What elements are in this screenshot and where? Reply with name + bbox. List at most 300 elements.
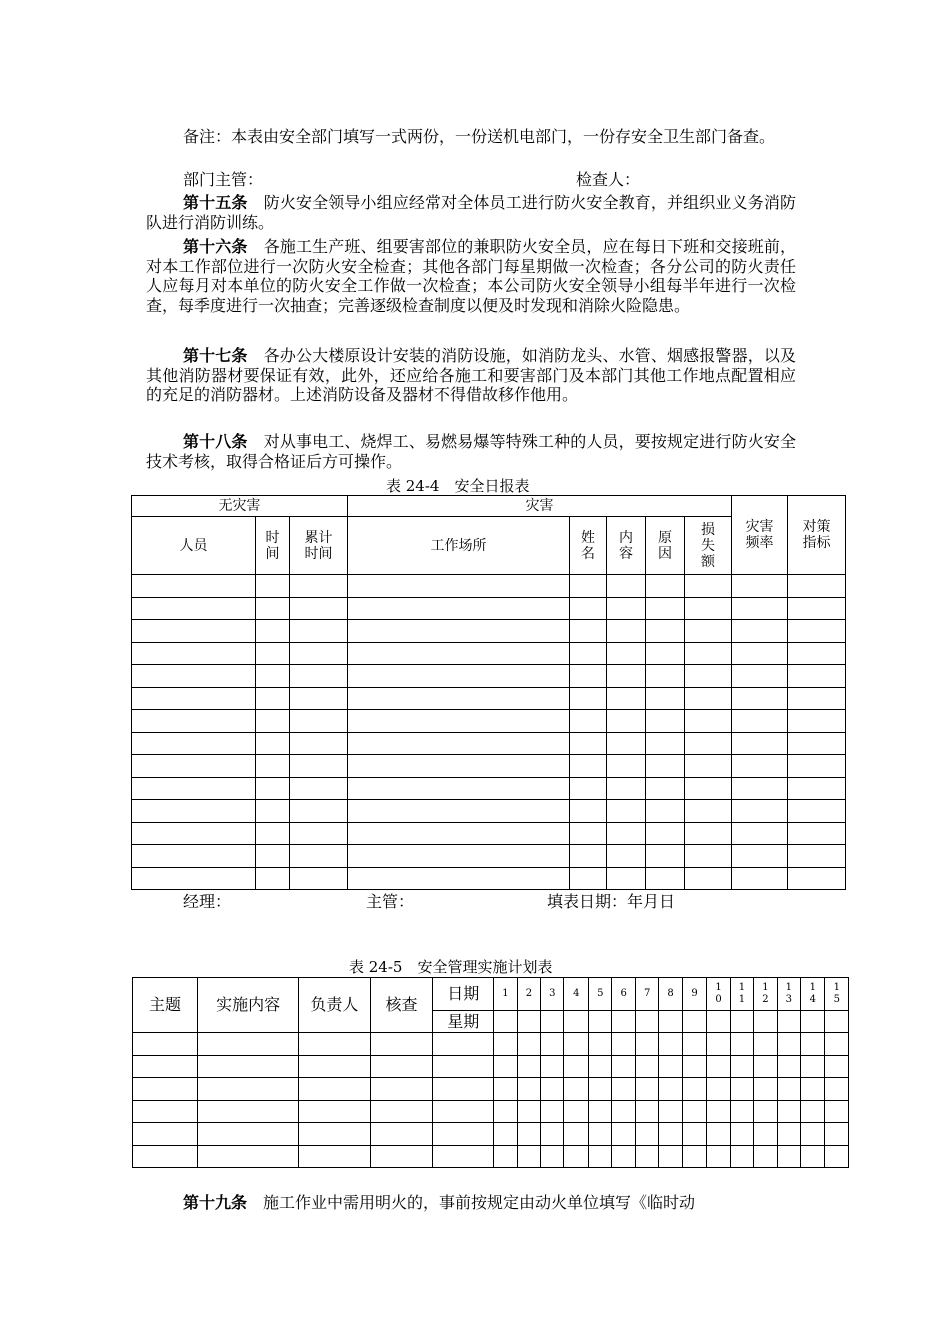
table-cell (299, 1145, 370, 1168)
table-cell (348, 575, 570, 598)
table-cell (646, 597, 685, 620)
table-cell (570, 822, 607, 845)
table-cell (635, 1078, 658, 1101)
remark-label: 备注： (183, 127, 232, 146)
table-cell (659, 1100, 682, 1123)
table-cell (607, 620, 646, 643)
table-cell (348, 867, 570, 890)
day-header-12: 12 (754, 978, 777, 1011)
header-personnel: 人员 (132, 517, 256, 575)
table-cell (517, 1033, 540, 1056)
table-cell (570, 845, 607, 868)
article-19-title: 第十九条 (183, 1193, 248, 1212)
table-cell (570, 867, 607, 890)
table-cell (256, 822, 290, 845)
table-row (133, 1033, 849, 1056)
table-row (132, 687, 846, 710)
table-cell (517, 1145, 540, 1168)
table-cell (635, 1100, 658, 1123)
day-header-1: 1 (494, 978, 517, 1011)
weekday-cell (682, 1011, 707, 1033)
header-plan-content: 实施内容 (197, 978, 298, 1033)
table-cell (646, 575, 685, 598)
table-row (132, 597, 846, 620)
table-row (132, 575, 846, 598)
table-cell (788, 822, 846, 845)
table-cell (256, 867, 290, 890)
table-cell (685, 620, 732, 643)
table-cell (588, 1100, 611, 1123)
table-cell (607, 732, 646, 755)
table-cell (299, 1078, 370, 1101)
table-cell (132, 620, 256, 643)
table-24-4-caption: 表 24-4 安全日报表 (386, 477, 530, 495)
table-cell (517, 1055, 540, 1078)
table-cell (256, 687, 290, 710)
table-row (132, 642, 846, 665)
table-cell (290, 732, 348, 755)
table-cell (825, 1078, 849, 1101)
table-cell (754, 1078, 777, 1101)
table-cell (788, 710, 846, 733)
table-cell (732, 687, 788, 710)
table-cell (777, 1055, 800, 1078)
table-cell (800, 1123, 825, 1146)
article-18-title: 第十八条 (183, 432, 248, 451)
weekday-cell (564, 1011, 589, 1033)
table-cell (646, 710, 685, 733)
table-cell (659, 1123, 682, 1146)
table-cell (132, 822, 256, 845)
table-cell (290, 867, 348, 890)
table-cell (646, 732, 685, 755)
table-cell (685, 597, 732, 620)
table-row (132, 665, 846, 688)
table-cell (607, 642, 646, 665)
table-cell (646, 800, 685, 823)
table-cell (541, 1123, 564, 1146)
table-cell (299, 1055, 370, 1078)
day-header-14: 14 (800, 978, 825, 1011)
table-cell (570, 665, 607, 688)
day-header-9: 9 (682, 978, 707, 1011)
header-owner: 负责人 (299, 978, 370, 1033)
table-cell (825, 1100, 849, 1123)
table-cell (685, 575, 732, 598)
table-cell (494, 1055, 517, 1078)
header-content: 内容 (607, 517, 646, 575)
table-cell (777, 1033, 800, 1056)
table-row (133, 1055, 849, 1078)
table-cell (299, 1100, 370, 1123)
table-cell (290, 687, 348, 710)
day-header-10: 10 (707, 978, 730, 1011)
table-cell (646, 620, 685, 643)
dept-head-label: 部门主管： (183, 170, 264, 189)
table-cell (788, 800, 846, 823)
weekday-cell (800, 1011, 825, 1033)
header-subject: 主题 (133, 978, 198, 1033)
table-cell (256, 575, 290, 598)
table-cell (788, 867, 846, 890)
table-cell (517, 1078, 540, 1101)
table-cell (494, 1078, 517, 1101)
table-cell (541, 1100, 564, 1123)
table-cell (707, 1055, 730, 1078)
table-cell (607, 845, 646, 868)
table-cell (607, 597, 646, 620)
table-cell (348, 620, 570, 643)
table-cell (290, 845, 348, 868)
table-cell (290, 597, 348, 620)
weekday-cell (754, 1011, 777, 1033)
table-cell (370, 1078, 433, 1101)
table-cell (788, 597, 846, 620)
table-cell (730, 1123, 753, 1146)
table-cell (800, 1033, 825, 1056)
table-cell (707, 1078, 730, 1101)
table-cell (800, 1078, 825, 1101)
remark-paragraph (146, 127, 796, 147)
table-row (132, 732, 846, 755)
day-header-2: 2 (517, 978, 540, 1011)
table-cell (635, 1055, 658, 1078)
table-cell (570, 710, 607, 733)
header-no-disaster: 无灾害 (132, 496, 348, 517)
table-cell (256, 665, 290, 688)
table-cell (607, 575, 646, 598)
table-cell (132, 710, 256, 733)
table-cell (730, 1145, 753, 1168)
table-cell (607, 800, 646, 823)
table-cell (732, 800, 788, 823)
table-cell (256, 845, 290, 868)
header-name: 姓名 (570, 517, 607, 575)
table-cell (570, 620, 607, 643)
table-cell (564, 1033, 589, 1056)
table-cell (825, 1145, 849, 1168)
table-cell (788, 687, 846, 710)
table-row (132, 620, 846, 643)
table-cell (197, 1145, 298, 1168)
table-cell (290, 575, 348, 598)
table-cell (256, 710, 290, 733)
table-cell (290, 777, 348, 800)
article-15-text: 防火安全领导小组应经常对全体员工进行防火安全教育，并组织业义务消防队进行消防训练。 (146, 193, 796, 232)
table-cell (635, 1145, 658, 1168)
table-cell (659, 1033, 682, 1056)
table-cell (659, 1078, 682, 1101)
table-cell (607, 867, 646, 890)
weekday-cell (541, 1011, 564, 1033)
remark-text: 本表由安全部门填写一式两份，一份送机电部门，一份存安全卫生部门备查。 (231, 127, 776, 146)
day-header-11: 11 (730, 978, 753, 1011)
day-header-13: 13 (777, 978, 800, 1011)
day-header-15: 15 (825, 978, 849, 1011)
table-cell (732, 867, 788, 890)
table-cell (132, 687, 256, 710)
table-cell (570, 800, 607, 823)
table-cell (825, 1055, 849, 1078)
table-cell (370, 1123, 433, 1146)
table-cell (612, 1033, 635, 1056)
header-disaster: 灾害 (348, 496, 732, 517)
table-cell (370, 1100, 433, 1123)
header-loss: 损失额 (685, 517, 732, 575)
table-cell (685, 732, 732, 755)
table-cell (685, 822, 732, 845)
table-cell (256, 755, 290, 778)
table-cell (348, 777, 570, 800)
table-cell (290, 665, 348, 688)
table-cell (132, 597, 256, 620)
table-row (132, 800, 846, 823)
table-cell (730, 1055, 753, 1078)
table-cell (299, 1033, 370, 1056)
table-cell (646, 642, 685, 665)
table-cell (788, 642, 846, 665)
table-cell (256, 597, 290, 620)
table-cell (612, 1145, 635, 1168)
table-cell (788, 620, 846, 643)
day-header-8: 8 (659, 978, 682, 1011)
table-cell (570, 732, 607, 755)
header-check: 核查 (370, 978, 433, 1033)
weekday-cell (777, 1011, 800, 1033)
label-weekday: 星期 (433, 1011, 494, 1033)
table-cell (197, 1078, 298, 1101)
table-cell (433, 1100, 494, 1123)
table-cell (685, 642, 732, 665)
article-15-title: 第十五条 (183, 193, 248, 212)
weekday-cell (612, 1011, 635, 1033)
header-frequency: 灾害频率 (732, 496, 788, 575)
table-cell (133, 1055, 198, 1078)
table-cell (433, 1078, 494, 1101)
weekday-cell (707, 1011, 730, 1033)
table-cell (777, 1123, 800, 1146)
table-row (132, 777, 846, 800)
table-cell (646, 665, 685, 688)
article-15 (146, 193, 796, 232)
table-cell (730, 1100, 753, 1123)
table-row (133, 1145, 849, 1168)
table-cell (682, 1078, 707, 1101)
table-cell (348, 710, 570, 733)
table-cell (570, 597, 607, 620)
table-cell (685, 710, 732, 733)
header-cumulative-time: 累计时间 (290, 517, 348, 575)
table-cell (132, 755, 256, 778)
article-16 (146, 237, 796, 315)
table-cell (685, 777, 732, 800)
table-cell (825, 1123, 849, 1146)
table-cell (777, 1145, 800, 1168)
table-cell (564, 1055, 589, 1078)
table-cell (517, 1100, 540, 1123)
table-cell (707, 1145, 730, 1168)
inspector-label: 检查人： (576, 170, 641, 189)
table-cell (132, 777, 256, 800)
header-measures: 对策指标 (788, 496, 846, 575)
table-cell (588, 1055, 611, 1078)
article-17-title: 第十七条 (183, 346, 248, 365)
label-date: 日期 (433, 978, 494, 1011)
table-cell (800, 1055, 825, 1078)
table-row (132, 755, 846, 778)
table-cell (788, 777, 846, 800)
table-cell (299, 1123, 370, 1146)
table-cell (635, 1033, 658, 1056)
table-cell (290, 620, 348, 643)
table-cell (612, 1100, 635, 1123)
table-cell (732, 777, 788, 800)
table-cell (646, 867, 685, 890)
table-cell (564, 1123, 589, 1146)
table-cell (754, 1055, 777, 1078)
table-cell (348, 845, 570, 868)
weekday-cell (730, 1011, 753, 1033)
article-18 (146, 432, 796, 471)
table-cell (646, 687, 685, 710)
table-cell (788, 845, 846, 868)
table-cell (197, 1033, 298, 1056)
table-cell (348, 665, 570, 688)
article-16-text: 各施工生产班、组要害部位的兼职防火安全员，应在每日下班和交接班前，对本工作部位进行一次防火安全检查；其他各部门每星期做一次检查；各分公司的防火责任人应每月对本单位的防火安全工作做一次检查；本公司防火安全领导小组每半年进行一次检查，每季度进行一次抽查；完善逐级检查制度以便及时发现和消除火险隐患。 (146, 237, 796, 315)
table-cell (685, 755, 732, 778)
table-cell (348, 597, 570, 620)
table-cell (685, 800, 732, 823)
table-cell (788, 755, 846, 778)
article-17-text: 各办公大楼原设计安装的消防设施，如消防龙头、水管、烟感报警器，以及其他消防器材要保证有效，此外，还应给各施工和要害部门及本部门其他工作地点配置相应的充足的消防器材。上述消防设备及器材不得借故移作他用。 (146, 346, 796, 404)
table-cell (754, 1033, 777, 1056)
table-cell (682, 1123, 707, 1146)
table-cell (682, 1100, 707, 1123)
table-cell (730, 1033, 753, 1056)
article-18-text: 对从事电工、烧焊工、易燃易爆等特殊工种的人员，要按规定进行防火安全技术考核，取得合格证后方可操作。 (146, 432, 796, 471)
table-cell (685, 665, 732, 688)
table-cell (788, 665, 846, 688)
table-cell (494, 1100, 517, 1123)
table-cell (132, 800, 256, 823)
table-cell (256, 642, 290, 665)
table-cell (730, 1078, 753, 1101)
header-time: 时间 (256, 517, 290, 575)
day-header-3: 3 (541, 978, 564, 1011)
table-cell (290, 642, 348, 665)
safety-plan-table (132, 977, 849, 1168)
table-cell (433, 1123, 494, 1146)
table-row (133, 1123, 849, 1146)
article-17 (146, 346, 796, 405)
table-cell (132, 845, 256, 868)
article-16-title: 第十六条 (183, 237, 248, 256)
table-cell (570, 575, 607, 598)
table-cell (732, 732, 788, 755)
table-cell (133, 1145, 198, 1168)
table-cell (290, 822, 348, 845)
table-cell (290, 710, 348, 733)
day-header-4: 4 (564, 978, 589, 1011)
weekday-cell (635, 1011, 658, 1033)
table-cell (732, 597, 788, 620)
table-cell (133, 1078, 198, 1101)
table-cell (732, 665, 788, 688)
table-cell (541, 1078, 564, 1101)
table-cell (788, 575, 846, 598)
day-header-6: 6 (612, 978, 635, 1011)
table-cell (777, 1100, 800, 1123)
table-cell (433, 1145, 494, 1168)
table-cell (732, 845, 788, 868)
table-cell (564, 1078, 589, 1101)
table-cell (570, 777, 607, 800)
table-cell (612, 1055, 635, 1078)
table-cell (754, 1100, 777, 1123)
table-cell (541, 1145, 564, 1168)
table-cell (685, 687, 732, 710)
table-cell (517, 1123, 540, 1146)
supervisor-label: 主管： (366, 892, 415, 911)
table-row (133, 1100, 849, 1123)
table-cell (197, 1123, 298, 1146)
weekday-cell (588, 1011, 611, 1033)
table-cell (564, 1100, 589, 1123)
header-cause: 原因 (646, 517, 685, 575)
table-cell (132, 642, 256, 665)
table-cell (607, 755, 646, 778)
table-cell (754, 1145, 777, 1168)
table-cell (256, 800, 290, 823)
table-row (132, 710, 846, 733)
table-cell (133, 1100, 198, 1123)
table-cell (541, 1055, 564, 1078)
table-cell (825, 1033, 849, 1056)
table-cell (682, 1033, 707, 1056)
table-cell (433, 1033, 494, 1056)
fill-date-label: 填表日期：年月日 (547, 892, 676, 911)
table-cell (290, 755, 348, 778)
table-cell (777, 1078, 800, 1101)
table-cell (732, 755, 788, 778)
table-cell (290, 800, 348, 823)
table-row (132, 867, 846, 890)
table-cell (570, 755, 607, 778)
table-cell (682, 1055, 707, 1078)
table-cell (607, 777, 646, 800)
table-cell (132, 575, 256, 598)
table-cell (348, 642, 570, 665)
table-cell (132, 867, 256, 890)
day-header-7: 7 (635, 978, 658, 1011)
table-cell (348, 732, 570, 755)
table-cell (732, 710, 788, 733)
table-cell (348, 822, 570, 845)
table-cell (370, 1145, 433, 1168)
table-cell (197, 1055, 298, 1078)
table-cell (707, 1033, 730, 1056)
table-cell (646, 755, 685, 778)
table-cell (256, 732, 290, 755)
table-row (132, 822, 846, 845)
table-cell (732, 822, 788, 845)
table-cell (133, 1033, 198, 1056)
table-cell (370, 1033, 433, 1056)
table-cell (348, 755, 570, 778)
article-19 (146, 1193, 796, 1213)
table-cell (800, 1145, 825, 1168)
table-cell (682, 1145, 707, 1168)
